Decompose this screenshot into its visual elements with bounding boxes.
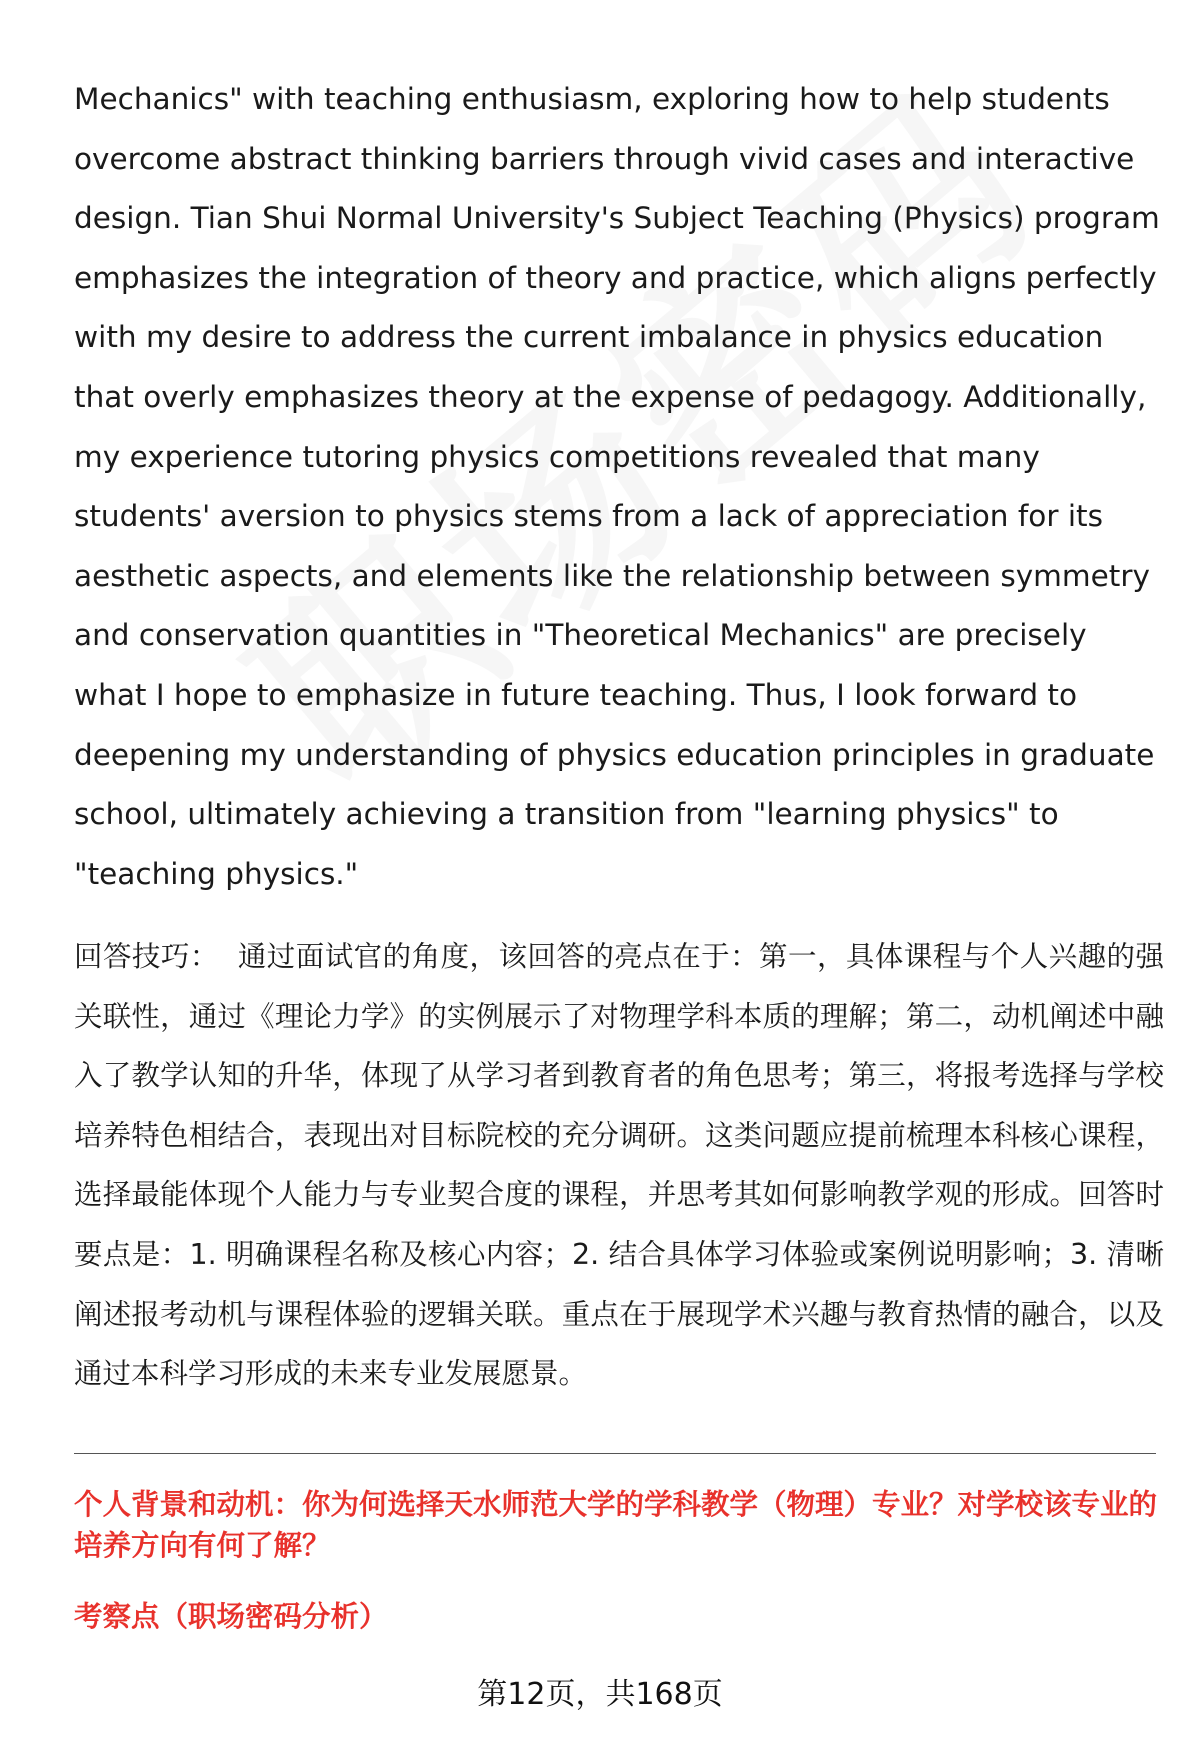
answer-paragraph: Mechanics" with teaching enthusiasm, exploring how to help students overcome abstract thinking barriers through vivid cases and interactive design. Tian Shui Normal University's Subject Teaching (Physics) program emphasizes the integration of theory and practice, which aligns perfectly with my desire to address the current imbalance in physics education that overly emphasizes theory at the expense of pedagogy. Additionally, my experience tutoring physics competitions revealed that many students' aversion to physics stems from a lack of appreciation for its aesthetic aspects, and elements like the relationship between symmetry and conservation quantities in "Theoretical Mechanics" are precisely what I hope to emphasize in future teaching. Thus, I look forward to deepening my understanding of physics education principles in graduate school, ultimately achieving a transition from "learning physics" to "teaching physics.": [74, 82, 1160, 891]
interview-question: 个人背景和动机：你为何选择天水师范大学的学科教学（物理）专业？对学校该专业的培养方向有何了解？: [74, 1488, 1158, 1562]
answer-tips: [74, 927, 1164, 1404]
analysis-subheading: 考察点（职场密码分析）: [74, 1600, 388, 1633]
tips-text: 通过面试官的角度，该回答的亮点在于：第一，具体课程与个人兴趣的强关联性，通过《理论力学》的实例展示了对物理学科本质的理解；第二，动机阐述中融入了教学认知的升华，体现了从学习者到教育者的角色思考；第三，将报考选择与学校培养特色相结合，表现出对目标院校的充分调研。这类问题应提前梳理本科核心课程，选择最能体现个人能力与专业契合度的课程，并思考其如何影响教学观的形成。回答时要点是：1. 明确课程名称及核心内容；2. 结合具体学习体验或案例说明影响；3. 清晰阐述报考动机与课程体验的逻辑关联。重点在于展现学术兴趣与教育热情的融合，以及通过本科学习形成的未来专业发展愿景。: [74, 940, 1164, 1391]
section-divider: [74, 1453, 1156, 1454]
tips-label: 回答技巧：: [74, 940, 219, 973]
page-number: 第12页，共168页: [477, 1677, 723, 1712]
